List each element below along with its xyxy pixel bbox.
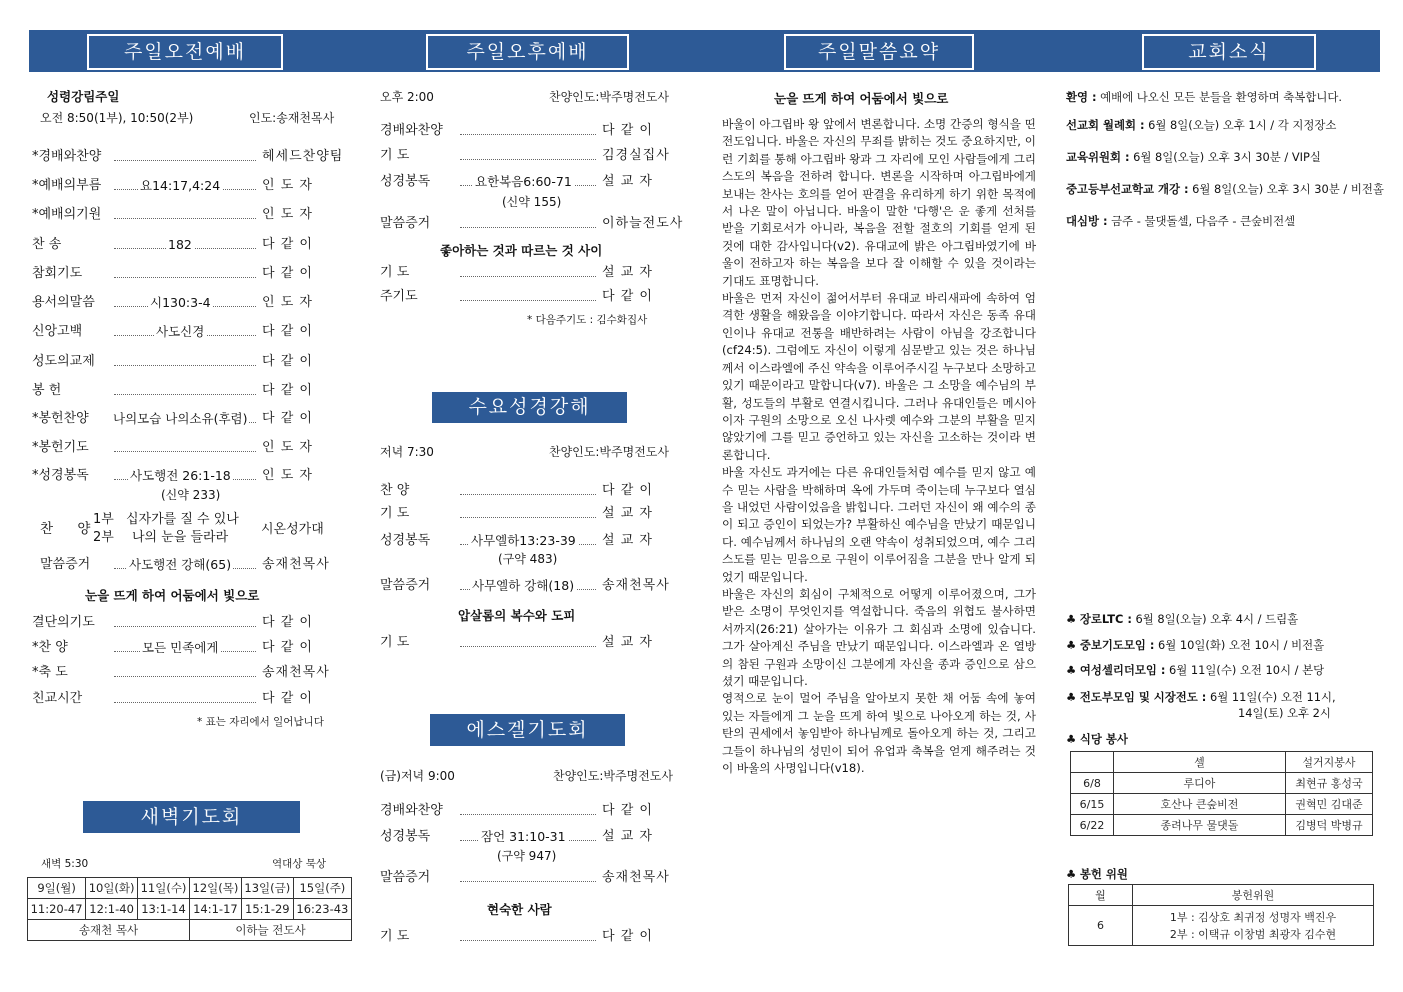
dotted-leader [460,646,596,647]
wednesday-time: 저녁 7:30 [380,445,434,459]
order-person: 김경실집사 [602,148,670,163]
order-person: 다 같 이 [602,929,653,944]
section-title-afternoon: 주일오후예배 [426,34,629,70]
dawn-time: 새벽 5:30 [41,858,89,870]
news-item: 선교회 월례회 : 6월 8일(오늘) 오후 1시 / 각 지정장소 [1066,118,1337,132]
dotted-leader [460,881,596,882]
dotted-leader [114,160,256,161]
dawn-day: 10일(화) [86,878,138,899]
dotted-leader [460,276,596,277]
order-person: 설 교 자 [602,635,653,650]
wednesday-ref-note: (구약 483) [498,552,558,566]
clover-icon: ♣ [1066,690,1077,704]
news-item: 환영 : 예배에 나오신 모든 분들을 환영하며 축복합니다. [1066,90,1342,104]
section-title-morning: 주일오전예배 [87,34,283,70]
order-person: 다 같 이 [262,411,313,426]
order-label: 결단의기도 [32,615,95,630]
order-person: 다 같 이 [262,691,313,706]
afternoon-time: 오후 2:00 [380,90,434,104]
afternoon-leader: 찬양인도:박주명전도사 [549,90,669,104]
order-label: 경배와찬양 [380,123,443,138]
order-label: 말씀증거 [380,216,431,231]
ezekiel-sermon: 현숙한 사람 [487,902,552,917]
order-person: 송재천목사 [602,578,670,593]
order-label: *봉헌찬양 [32,411,89,426]
dawn-day: 13일(금) [241,878,293,899]
order-person: 이하늘전도사 [602,216,684,231]
order-label: 용서의말씀 [32,295,95,310]
morning-leader: 인도:송재천목사 [249,111,335,125]
order-person: 인 도 자 [262,295,313,310]
dotted-leader [460,159,596,160]
morning-hymn-note: (신약 233) [161,488,221,502]
order-person: 설 교 자 [602,174,653,189]
order-person: 다 같 이 [262,324,313,339]
choir-part1: 1부 [93,512,114,527]
order-person: 다 같 이 [262,615,313,630]
offering-table [1068,884,1374,946]
dotted-leader [460,814,596,815]
offering-month: 6 [1069,906,1133,946]
order-person: 다 같 이 [262,237,313,252]
dawn-leader: 송재천 목사 [28,920,190,941]
clover-icon: ♣ [1066,612,1077,626]
order-person: 설 교 자 [602,829,653,844]
morning-time: 오전 8:50(1부), 10:50(2부) [40,111,194,125]
dotted-leader [460,227,596,228]
order-person: 다 같 이 [262,640,313,655]
order-label: 말씀증거 [380,870,431,885]
kitchen-row: 6/15 호산나 큰숲비전 권혁민 김대준 [1071,794,1373,815]
morning-footnote: * 표는 자리에서 일어납니다 [197,716,324,728]
dotted-leader [114,626,256,627]
choir-part2: 2부 [93,530,114,545]
order-content: 요14:17,4:24 [140,178,221,193]
order-person: 다 같 이 [602,123,653,138]
news-item: 대심방 : 금주 - 물댓돌셀, 다음주 - 큰숲비전셀 [1066,214,1296,228]
order-person: 인 도 자 [262,207,313,222]
ezekiel-ref-note: (구약 947) [497,849,557,863]
order-person: 다 같 이 [262,266,313,281]
order-label: *축 도 [32,665,68,680]
order-content: 시130:3-4 [150,295,211,310]
order-label: 성경봉독 [380,829,431,844]
order-label: *봉헌기도 [32,440,89,455]
news-item: 교육위원회 : 6월 8일(오늘) 오후 3시 30분 / VIP실 [1066,150,1321,164]
dawn-leader: 이하늘 전도사 [189,920,351,941]
afternoon-ref-note: (신약 155) [502,195,562,209]
order-person: 다 같 이 [262,383,313,398]
choir-name: 시온성가대 [261,522,324,537]
order-content: 모든 민족에게 [142,640,219,655]
order-label: 성경봉독 [380,533,431,548]
order-label: *성경봉독 [32,468,89,483]
clover-icon: ♣ [1066,638,1077,652]
order-person: 송재천목사 [262,665,330,680]
order-content: 사무엘하 강해(18) [472,578,575,593]
dawn-ref: 12:1-40 [86,899,138,920]
order-label: 찬 양 [380,483,410,498]
order-label: 기 도 [380,635,410,650]
choir-song1: 십자가를 질 수 있나 [126,512,239,527]
dotted-leader [114,277,256,278]
order-label: *찬 양 [32,640,68,655]
kitchen-row: 6/22 종려나무 물댓돌 김병덕 박병규 [1071,815,1373,836]
section-title-news: 교회소식 [1142,34,1316,70]
dawn-ref: 13:1-14 [138,899,190,920]
order-person: 송재천목사 [602,870,670,885]
order-label: 참회기도 [32,266,83,281]
news-bullet: ♣ 장로LTC : 6월 8일(오늘) 오후 4시 / 드림홀 [1066,612,1299,626]
order-label: *경배와찬양 [32,149,102,164]
order-person: 인 도 자 [262,440,313,455]
offering-head: 봉헌위원 [1133,885,1374,906]
dawn-day: 9일(월) [28,878,86,899]
section-title-ezekiel: 에스겔기도회 [430,714,625,746]
ezekiel-leader: 찬양인도:박주명전도사 [553,769,673,783]
order-content: 나의모습 나의소유(후렴) [113,411,248,426]
clover-icon: ♣ [1066,663,1077,677]
dawn-ref: 11:20-47 [28,899,86,920]
order-person: 인 도 자 [262,178,313,193]
dotted-leader [114,365,256,366]
news-bullet: ♣ 전도부모임 및 시장전도 : 6월 11일(수) 오전 11시, [1066,690,1336,704]
offering-head: 월 [1069,885,1133,906]
kitchen-title: ♣ 식당 봉사 [1066,732,1128,746]
section-title-wednesday: 수요성경강해 [432,392,627,423]
clover-icon: ♣ [1066,732,1077,746]
dawn-table [27,877,352,941]
dawn-ref: 14:1-17 [189,899,241,920]
order-content: 사도행전 강해(65) [129,557,232,572]
order-person: 송재천목사 [262,557,330,572]
kitchen-head: 셀 [1114,752,1286,773]
order-person: 다 같 이 [262,354,313,369]
order-label: 주기도 [380,289,418,304]
choir-song2: 나의 눈을 들라라 [132,530,229,545]
order-content: 사도신경 [156,324,205,339]
order-label: 찬 송 [32,237,62,252]
order-label: 기 도 [380,148,410,163]
summary-body: 바울이 아그립바 왕 앞에서 변론합니다. 소명 간증의 형식을 띤 전도입니다. 바울은 자신의 무죄를 밝히는 것도 중요하지만, 이런 기회를 통해 아그립바 왕과 그 자리에 모인 사람들에게 그리스도의 복음을 전하려 합니다. 변론을 시작하며 아그립바에게 보내는 찬사는 호의를 얻어 판결을 유리하게 하기 위한 목적에서 나온 말이 아닙니다. 바울이 말한 '다행'은 운 좋게 선처를 받을 기회로서가 아니라, 복음을 전할 절호의 기회를 얻게 된 것에 대한 감사입니다(v2). 유대교에 밝은 아그립바였기에 바울이 전하고자 하는 복음을 보다 잘 이해할 수 있을 것이라는 기대도 표명합니다. 바울은 먼저 자신이 젊어서부터 유대교 바리새파에 속하여 엄격한 생활을 해왔음을 이야기합니다. 따라서 자신은 동족 유대인이나 유대교 전통을 배반하려는 사람이 아님을 강조합니다(cf24:5). 그럼에도 자신이 이렇게 심문받고 있는 것은 하나님께서 이스라엘에 주신 약속을 이루어주시길 누구보다 소망하고 있기 때문이라고 말합니다(v7). 바울은 그 소망을 예수님의 부활, 성도들의 부활로 연결시킵니다. 그러나 유대인들은 메시아이자 구원의 소망으로 오신 나사렛 예수와 그분의 부활을 믿지 않았기에 그를 믿고 증언하고 있는 자신을 고소하는 것이라 변론합니다. 바울 자신도 과거에는 다른 유대인들처럼 예수를 믿지 않고 예수 믿는 사람을 박해하며 옥에 가두며 죽이는데 누구보다 열심을 내었던 사람이었음을 밝힙니다. 그러던 자신이 왜 예수의 종이 되고 증인이 되었는가? 부활하신 예수님을 만났기 때문입니다. 예수님께서 하나님의 오랜 약속이 성취되었으며, 예수 그리스도를 믿는 믿음으로 구원이 이루어짐을 그분을 만나 알게 되었기 때문입니다. 바울은 자신의 회심이 구체적으로 어떻게 이루어졌으며, 그가 받은 소명이 무엇인지를 역설합니다. 죽음의 위협도 불사하면서까지(26:21) 살아가는 이유가 그 회심과 소명에 있습니다. 그가 살아계신 주님을 만났기 때문입니다. 이스라엘과 온 열방의 참된 구원과 소망이신 그분에게 자신을 종과 증인으로 삼으셨기 때문입니다. 영적으로 눈이 멀어 주님을 알아보지 못한 채 어둠 속에 놓여 있는 자들에게 그 눈을 뜨게 하여 빛으로 나아오게 하는 것, 사탄의 권세에서 놓임받아 하나님께로 돌아오게 하는 것, 그리고 그들이 하나님의 성민이 되어 유업과 축복을 얻게 해주려는 것이 바울의 사명입니다(v18). [722,117,1036,776]
order-label: 말씀증거 [380,578,431,593]
dotted-leader [460,940,596,941]
order-label: 경배와찬양 [380,803,443,818]
kitchen-row: 6/8 루디아 최현규 홍성국 [1071,773,1373,794]
morning-sermon-title: 눈을 뜨게 하여 어둠에서 빛으로 [85,588,260,603]
dotted-leader [460,134,596,135]
dotted-leader [114,451,256,452]
dotted-leader [460,494,596,495]
offering-title: ♣ 봉헌 위원 [1066,867,1128,881]
afternoon-sermon: 좋아하는 것과 따르는 것 사이 [440,243,603,258]
dotted-leader [114,394,256,395]
order-content: 잠언 31:10-31 [481,829,566,844]
order-content: 사도행전 26:1-18 [130,468,231,483]
news-bullet: ♣ 중보기도모임 : 6월 10일(화) 오전 10시 / 비전홀 [1066,638,1325,652]
order-label: *예배의기원 [32,207,102,222]
dotted-leader [460,300,596,301]
summary-title: 눈을 뜨게 하여 어둠에서 빛으로 [774,91,949,106]
kitchen-head: 설거지봉사 [1286,752,1373,773]
news-bullet: ♣ 여성셀리더모임 : 6월 11일(수) 오전 10시 / 본당 [1066,663,1325,677]
order-label: 친교시간 [32,691,83,706]
dawn-day: 12일(목) [189,878,241,899]
news-item: 중고등부선교학교 개강 : 6월 8일(오늘) 오후 3시 30분 / 비전홀 [1066,182,1384,196]
order-label: 기 도 [380,506,410,521]
order-label: 기 도 [380,929,410,944]
order-label: 신앙고백 [32,324,83,339]
offering-members: 1부 : 김상호 최귀정 성명자 백진우 2부 : 이택규 이창범 최광자 김수현 [1133,906,1374,946]
order-label: 봉 헌 [32,383,62,398]
dawn-book: 역대상 묵상 [272,858,327,870]
order-label: 성경봉독 [380,174,431,189]
order-label: *예배의부름 [32,178,102,193]
dawn-day: 15일(주) [293,878,351,899]
order-content: 182 [168,237,192,252]
dotted-leader [114,676,256,677]
order-content: 사무엘하13:23-39 [471,533,576,548]
morning-title: 성령강림주일 [47,89,120,104]
order-person: 헤세드찬양팀 [262,149,344,164]
clover-icon: ♣ [1066,867,1077,881]
dotted-leader [460,517,596,518]
order-label: 성도의교제 [32,354,95,369]
dawn-ref: 15:1-29 [241,899,293,920]
order-person: 설 교 자 [602,265,653,280]
kitchen-table [1070,751,1373,836]
dotted-leader [114,702,256,703]
order-label: 말씀증거 [40,557,91,572]
order-person: 다 같 이 [602,803,653,818]
order-person: 인 도 자 [262,468,313,483]
order-person: 설 교 자 [602,506,653,521]
next-prayer: * 다음주기도 : 김수화집사 [527,314,648,326]
choir-label: 찬 양 [40,521,101,537]
news-bullet-cont: 14일(토) 오후 2시 [1238,706,1331,720]
order-content: 요한복음6:60-71 [475,174,572,189]
dotted-leader [114,218,256,219]
order-label: 기 도 [380,265,410,280]
wednesday-leader: 찬양인도:박주명전도사 [549,445,669,459]
order-person: 다 같 이 [602,483,653,498]
ezekiel-time: (금)저녁 9:00 [380,769,455,783]
dawn-ref: 16:23-43 [293,899,351,920]
order-person: 설 교 자 [602,533,653,548]
section-title-summary: 주일말씀요약 [784,34,974,70]
dawn-day: 11일(수) [138,878,190,899]
order-person: 다 같 이 [602,289,653,304]
section-title-dawn: 새벽기도회 [83,801,300,833]
wednesday-sermon: 압살롬의 복수와 도피 [458,608,576,623]
